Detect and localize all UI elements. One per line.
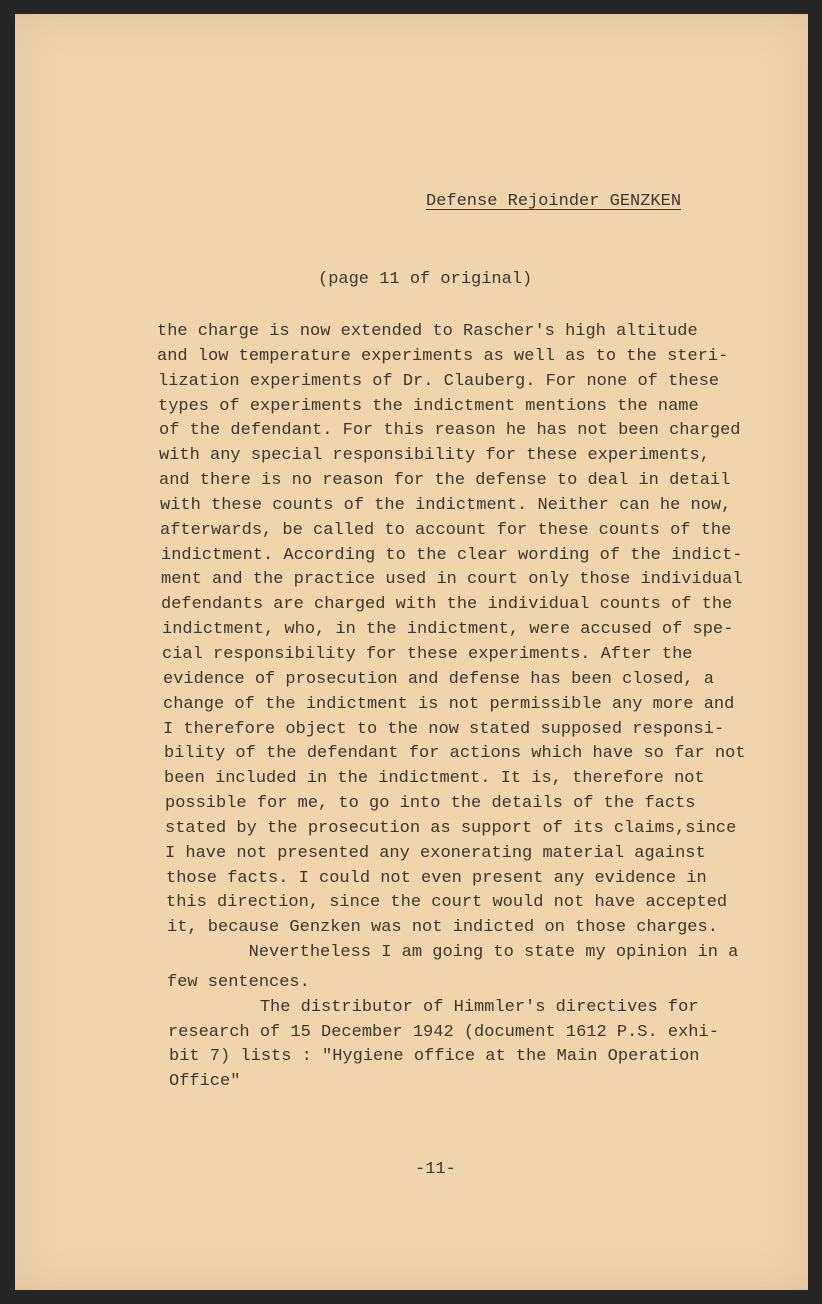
text-line: types of experiments the indictment mentions the name [158, 396, 699, 416]
text-line: few sentences. [167, 972, 310, 992]
text-line: with these counts of the indictment. Neither can he now, [160, 495, 732, 515]
text-line: of the defendant. For this reason he has not been charged [159, 421, 741, 441]
text-line: defendants are charged with the individual counts of the [161, 595, 733, 615]
text-line: it, because Genzken was not indicted on those charges. [167, 918, 718, 938]
text-line: research of 15 December 1942 (document 1612 P.S. exhi- [168, 1022, 719, 1042]
text-line: bility of the defendant for actions which have so far not [164, 744, 746, 764]
document-header: Defense Rejoinder GENZKEN [426, 192, 682, 211]
text-line: possible for me, to go into the details of the facts [165, 794, 696, 814]
text-line: and there is no reason for the defense to deal in detail [159, 471, 731, 491]
text-line: cial responsibility for these experiments. After the [162, 644, 693, 664]
text-line: Office" [169, 1072, 241, 1092]
text-line: this direction, since the court would not have accepted [166, 893, 728, 913]
text-line: afterwards, be called to account for these counts of the [160, 520, 732, 540]
text-line: and low temperature experiments as well as to the steri- [157, 346, 729, 366]
text-line: lization experiments of Dr. Clauberg. For none of these [158, 371, 720, 391]
text-line: The distributor of Himmler's directives for [168, 997, 699, 1017]
text-line: indictment. According to the clear wording of the indict- [161, 545, 743, 565]
text-line: ment and the practice used in court only those individual [161, 570, 743, 590]
text-line: bit 7) lists : "Hygiene office at the Main Operation [169, 1047, 700, 1067]
text-line: stated by the prosecution as support of its claims,since [165, 818, 737, 838]
text-line: I therefore object to the now stated supposed responsi- [163, 719, 725, 739]
page-number: -11- [415, 1160, 456, 1179]
text-line: the charge is now extended to Rascher's high altitude [157, 322, 698, 341]
text-line: indictment, who, in the indictment, were accused of spe- [162, 620, 734, 640]
text-line: those facts. I could not even present any evidence in [166, 868, 707, 888]
page-reference: (page 11 of original) [318, 270, 533, 289]
text-line: Nevertheless I am going to state my opinion in a [167, 943, 739, 963]
text-line: I have not presented any exonerating material against [165, 843, 706, 863]
text-line: been included in the indictment. It is, therefore not [164, 769, 705, 789]
text-line: change of the indictment is not permissible any more and [163, 694, 735, 714]
text-line: with any special responsibility for these experiments, [159, 446, 710, 466]
text-line: evidence of prosecution and defense has been closed, a [163, 669, 714, 689]
document-page [15, 14, 808, 1290]
body-text [157, 320, 746, 1095]
